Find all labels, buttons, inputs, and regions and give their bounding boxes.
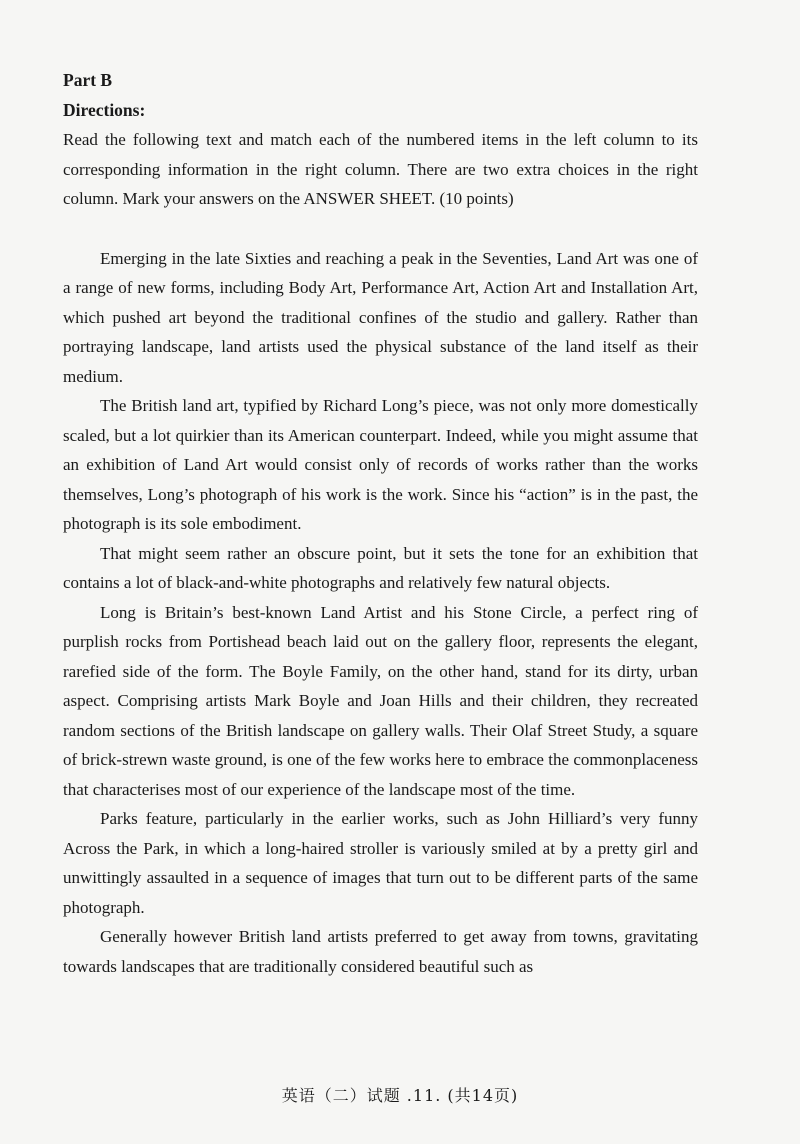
directions-label: Directions:	[63, 99, 146, 120]
passage-paragraph: Emerging in the late Sixties and reaching a peak in the Seventies, Land Art was one of a range of new forms, including Body Art, Performance Art, Action Art and Installation Art, which pushed art beyond the traditional confines of the studio and gallery. Rather than portraying landscape, land artists used the physical substance of the land itself as their medium.	[63, 248, 698, 386]
directions-text: Read the following text and match each of the numbered items in the left column to its corresponding information in the right column. There are two extra choices in the right column. Mark your answers on the ANSWER SHEET. (10 points)	[63, 130, 698, 208]
passage-paragraph: Long is Britain’s best-known Land Artist and his Stone Circle, a perfect ring of purplish rocks from Portishead beach laid out on the gallery floor, represents the elegant, rarefied side of the form. The Boyle Family, on the other hand, stand for its dirty, urban aspect. Comprising artists Mark Boyle and Joan Hills and their children, they recreated random sections of the British landscape on gallery walls. Their Olaf Street Study, a square of brick-strewn waste ground, is one of the few works here to embrace the commonplaceness that characterises most of our experience of the landscape most of the time.	[63, 602, 698, 799]
page-footer: 英语（二）试题 .11. (共14页)	[281, 1086, 519, 1105]
passage-paragraph: The British land art, typified by Richard Long’s piece, was not only more domestically scaled, but a lot quirkier than its American counterpart. Indeed, while you might assume that an exhibition of Land Art would consist only of records of works rather than the works themselves, Long’s photograph of his work is the work. Since his “action” is in the past, the photograph is its sole embodiment.	[63, 396, 698, 533]
passage-paragraph: Parks feature, particularly in the earlier works, such as John Hilliard’s very funny Across the Park, in which a long-haired stroller is variously smiled at by a pretty girl and unwittingly assaulted in a sequence of images that turn out to be different parts of the same photograph.	[63, 809, 698, 917]
exam-page	[63, 66, 698, 981]
part-heading: Part B	[63, 70, 113, 90]
passage-paragraph: That might seem rather an obscure point, but it sets the tone for an exhibition that contains a lot of black-and-white photographs and relatively few natural objects.	[63, 543, 698, 592]
passage-paragraph: Generally however British land artists preferred to get away from towns, gravitating towards landscapes that are traditionally considered beautiful such as	[63, 927, 698, 976]
reading-passage	[63, 244, 698, 982]
